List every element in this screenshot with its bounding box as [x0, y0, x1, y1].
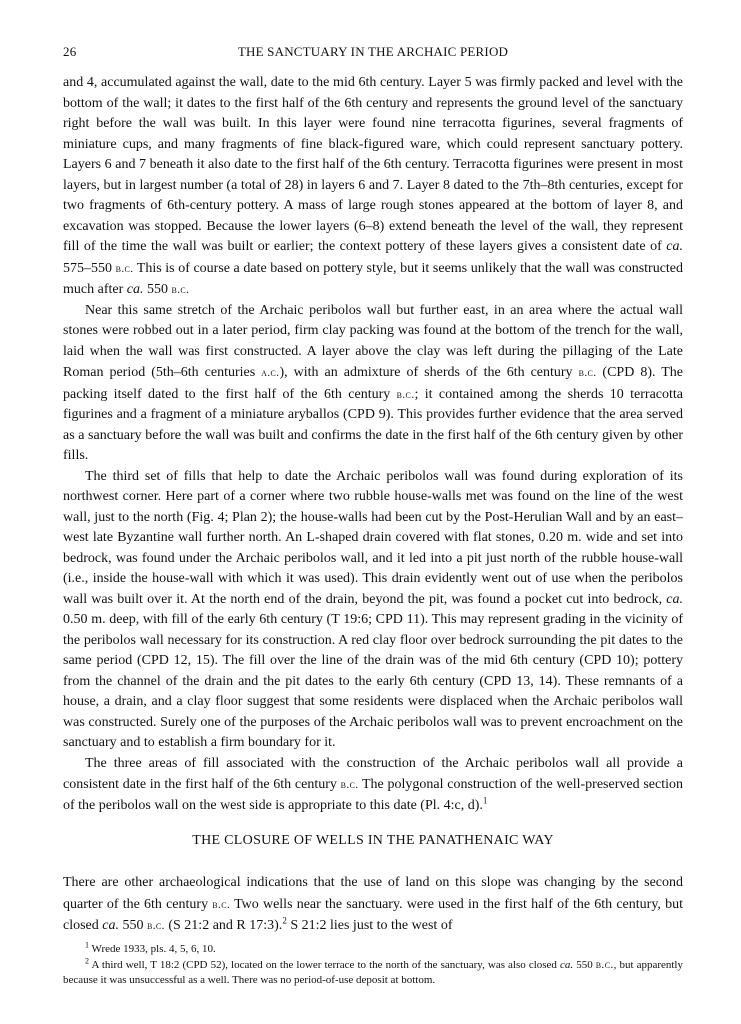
text-run: The third set of fills that help to date the Archaic peribolos wall was found during exploration of its northwest corner. Here part of a corner where two rubble house-walls met was found on the line of the west wall, just to the north (Fig. 4; Plan 2); the house-walls had been cut by the Post-Herulian Wall and by an east–west late Byzantine wall further north. An L-shaped drain covered with flat stones, 0.20 m. wide and set into bedrock, was found under the Archaic peribolos wall, and it led into a pit just north of the rubble house-wall (i.e., inside the house-wall with which it was used). This drain evidently went out of use when the peribolos wall was built over it. At the north end of the drain, beyond the pit, was found a pocket cut into bedrock,	[63, 468, 683, 607]
text-run: This is of course a date based on pottery style, but it seems unlikely that the wall was constructed much after	[63, 260, 684, 297]
running-title: THE SANCTUARY IN THE ARCHAIC PERIOD	[237, 44, 509, 59]
text-run: b.c.	[595, 957, 614, 971]
text-run: 575–550	[63, 260, 116, 276]
text-run: (CPD 8). The packing itself dated to the first half of the 6th century	[63, 365, 683, 402]
text-run: ca.	[666, 591, 683, 607]
footnote-marker: 1	[85, 940, 89, 950]
text-run: ), with an admixture of sherds of the 6th century	[279, 365, 579, 380]
text-run: and 4, accumulated against the wall, date to the mid 6th century. Layer 5 was firmly packed and level with the bottom of the wall; it dates to the first half of the 6th century and represents the ground level of the sanctuary right before the wall was built. In this layer were found nine terracotta figurines, several fragments of miniature cups, and many fragments of fine black-figured ware, which could represent sanctuary pottery. Layers 6 and 7 beneath it also date to the first half of the 6th century. Terracotta figurines were present in most layers, but in largest number (a total of 28) in layers 6 and 7. Layer 8 dated to the 7th–8th centuries, except for two fragments of 6th-century pottery. A mass of large rough stones appeared at the bottom of layer 8, and excavation was stopped. Because the lower layers (6–8) extend beneath the level of the wall, they represent fill of the time the wall was built or earlier; the context pottery of these layers gives a consistent date of	[63, 75, 683, 254]
text-run: , but apparently because it was unsuccessful as a well. There was no period-of-use deposit at bottom.	[63, 959, 683, 986]
text-run: ca.	[126, 282, 144, 297]
footnote-marker: 1	[482, 794, 488, 805]
footnote-marker: 2	[282, 915, 287, 926]
text-run: 550	[143, 282, 172, 297]
text-run: 550	[573, 959, 596, 971]
text-run: A third well, T 18:2 (CPD 52), located on the lower terrace to the north of the sanctuary, was also closed	[89, 959, 560, 971]
footnote	[63, 942, 683, 957]
text-run: 0.50 m. deep, with fill of the early 6th century (T 19:6; CPD 11). This may represent grading in the vicinity of the peribolos wall necessary for its construction. A red clay floor over bedrock surrounding the pit dates to the same period (CPD 12, 15). The fill over the line of the drain was of the mid 6th century (CPD 10); pottery from the channel of the drain and the pit dates to the early 6th century (CPD 13, 14). These remnants of a house, a drain, and a clay floor suggest that some residents were displaced when the Archaic peribolos wall was constructed. Surely one of the purposes of the Archaic peribolos wall was to prevent encroachment on the sanctuary and to establish a firm boundary for it.	[63, 612, 683, 750]
text-run: b.c.	[340, 777, 359, 791]
text-run: 550	[118, 918, 147, 933]
text-run: b.c.	[115, 260, 134, 275]
text-run: ca.	[102, 918, 119, 933]
text-run: The polygonal construction of the well-preserved section of the peribolos wall on the west side is appropriate to this date (Pl. 4:c, d).	[63, 777, 683, 813]
text-run: a.c.	[261, 365, 280, 379]
text-run: ca.	[666, 239, 683, 254]
text-run: There are other archaeological indications that the use of land on this slope was changing by the second quarter of the 6th century	[63, 875, 683, 912]
main-text	[63, 73, 683, 816]
section-text	[63, 873, 683, 937]
text-run: Wrede 1933, pls. 4, 5, 6, 10.	[89, 943, 216, 955]
text-run: The three areas of fill associated with the construction of the Archaic peribolos wall all provide a consistent date in the first half of the 6th century	[63, 755, 683, 792]
paragraph	[63, 301, 683, 467]
text-run: b.c.	[171, 282, 190, 296]
text-run: Two wells near the sanctuary. were used in the first half of the 6th century, but closed	[63, 896, 683, 933]
page-number: 26	[63, 44, 77, 59]
running-header	[63, 44, 683, 62]
text-run: Near this same stretch of the Archaic peribolos wall but further east, in an area where the actual wall stones were robbed out in a later period, firm clay packing was found at the bottom of the trench for the wall, laid when the wall was first constructed. A layer above the clay was left during the pillaging of the Late Roman period (5th–6th centuries	[63, 302, 683, 380]
footnotes	[63, 942, 683, 988]
text-run: b.c.	[212, 896, 231, 911]
paragraph	[63, 873, 683, 937]
text-run: (S 21:2 and R 17:3).	[164, 918, 283, 933]
section-heading: THE CLOSURE OF WELLS IN THE PANATHENAIC WAY	[192, 833, 554, 848]
text-run: b.c.	[146, 918, 165, 932]
paragraph	[63, 754, 683, 817]
text-run: ca.	[560, 959, 574, 971]
paragraph	[63, 73, 683, 301]
paragraph	[63, 467, 683, 754]
text-run: ; it contained among the sherds 10 terracotta figurines and a fragment of a miniature aryballos (CPD 9). This provides further evidence that the area served as a sanctuary before the wall was built and confirms the date in the first half of the 6th century given by other fills.	[63, 386, 683, 463]
footnote	[63, 957, 683, 988]
footnote-marker: 2	[85, 956, 89, 966]
text-run: S 21:2 lies just to the west of	[286, 918, 453, 933]
text-run: b.c.	[578, 365, 597, 379]
text-run: b.c.	[396, 386, 415, 401]
